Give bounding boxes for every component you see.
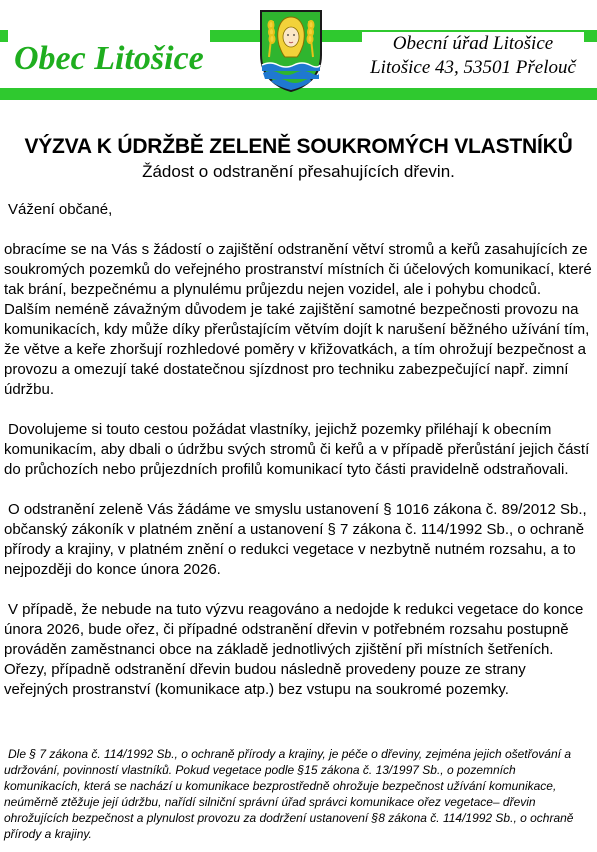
paragraph-pruning: Ořezy, případně odstranění dřevin budou následně provedeny pouze ze strany veřejných prostranství (komunikace atp.) bez vstupu na soukromé pozemky. (4, 661, 526, 698)
municipality-name: Obec Litošice (8, 30, 210, 88)
office-street: Litošice 43, 53501 Přelouč (370, 57, 576, 78)
document-subtitle: Žádost o odstranění přesahujících dřevin. (142, 162, 455, 181)
office-address (362, 32, 584, 80)
paragraph-legal: O odstranění zeleně Vás žádáme ve smyslu ustanovení § 1016 zákona č. 89/2012 Sb., občanský zákoník v platném znění a ustanovení § 7 zákona č. 114/1992 Sb., o ochraně přírody a krajiny, v platném znění o redukci vegetace v nezbytně nutném rozsahu, a to nejpozději do konce února 2026. (4, 501, 587, 578)
paragraph-deadline: V případě, že nebude na tuto výzvu reagováno a nedojde k redukci vegetace do konce února 2026, bude ořez, či případné odstranění dřevin v potřebném rozsahu postupně prováděn zaměstnanci obce na základě jednotlivých zjištění při místních šetřeních. (4, 601, 584, 658)
document-body (4, 200, 594, 700)
greeting: Vážení občané, (8, 201, 113, 218)
document-title: VÝZVA K ÚDRŽBĚ ZELENĚ SOUKROMÝCH VLASTNÍKŮ (24, 135, 573, 158)
legal-footnote: Dle § 7 zákona č. 114/1992 Sb., o ochraně přírody a krajiny, je péče o dřeviny, zejména jejich ošetřování a udržování, povinností vlastníků. Pokud vegetace podle §15 zákona č. 13/1997 Sb., o pozemních komunikacích, která se nachází u komunikace bezprostředně ohrožuje bezpečnost užívání komunikace, neúměrně ztěžuje její údržbu, nařídí silniční správní úřad správci komunikace ořez vegetace– dřevin ohrožujících bezpečnost a plynulost provozu za dodržení ustanovení §8 zákona č. 114/1992 Sb., o ochraně přírody a krajiny. (4, 747, 574, 841)
paragraph-request: obracíme se na Vás s žádostí o zajištění odstranění větví stromů a keřů zasahujících ze soukromých pozemků do veřejného prostranství místních či účelových komunikací, které tak brání, bezpečnému a plynulému průjezdu nejen vozidel, ale i pohybu chodců. (4, 241, 592, 298)
office-name: Obecní úřad Litošice (392, 33, 554, 54)
paragraph-safety: Dalším neméně závažným důvodem je také zajištění samotné bezpečnosti provozu na komunikacích, kdy může díky přerůstajícím větvím dojít k narušení běžného užívání tím, že větve a keře zhoršují rozhledové poměry v křižovatkách, a tím ohrožují bezpečnost a provozu a omezují také dostatečnou sjízdnost pro techniku zabezpečující např. zimní údržbu. (4, 301, 590, 398)
letterhead (0, 0, 597, 110)
coat-of-arms-icon (259, 9, 323, 93)
paragraph-owners: Dovolujeme si touto cestou požádat vlastníky, jejichž pozemky přiléhají k obecním komunikacím, aby dbali o údržbu svých stromů či keřů a v případě přerůstání jejich částí do průchozích nebo průjezdních profilů komunikací tyto části pravidelně odstraňovali. (4, 421, 590, 478)
